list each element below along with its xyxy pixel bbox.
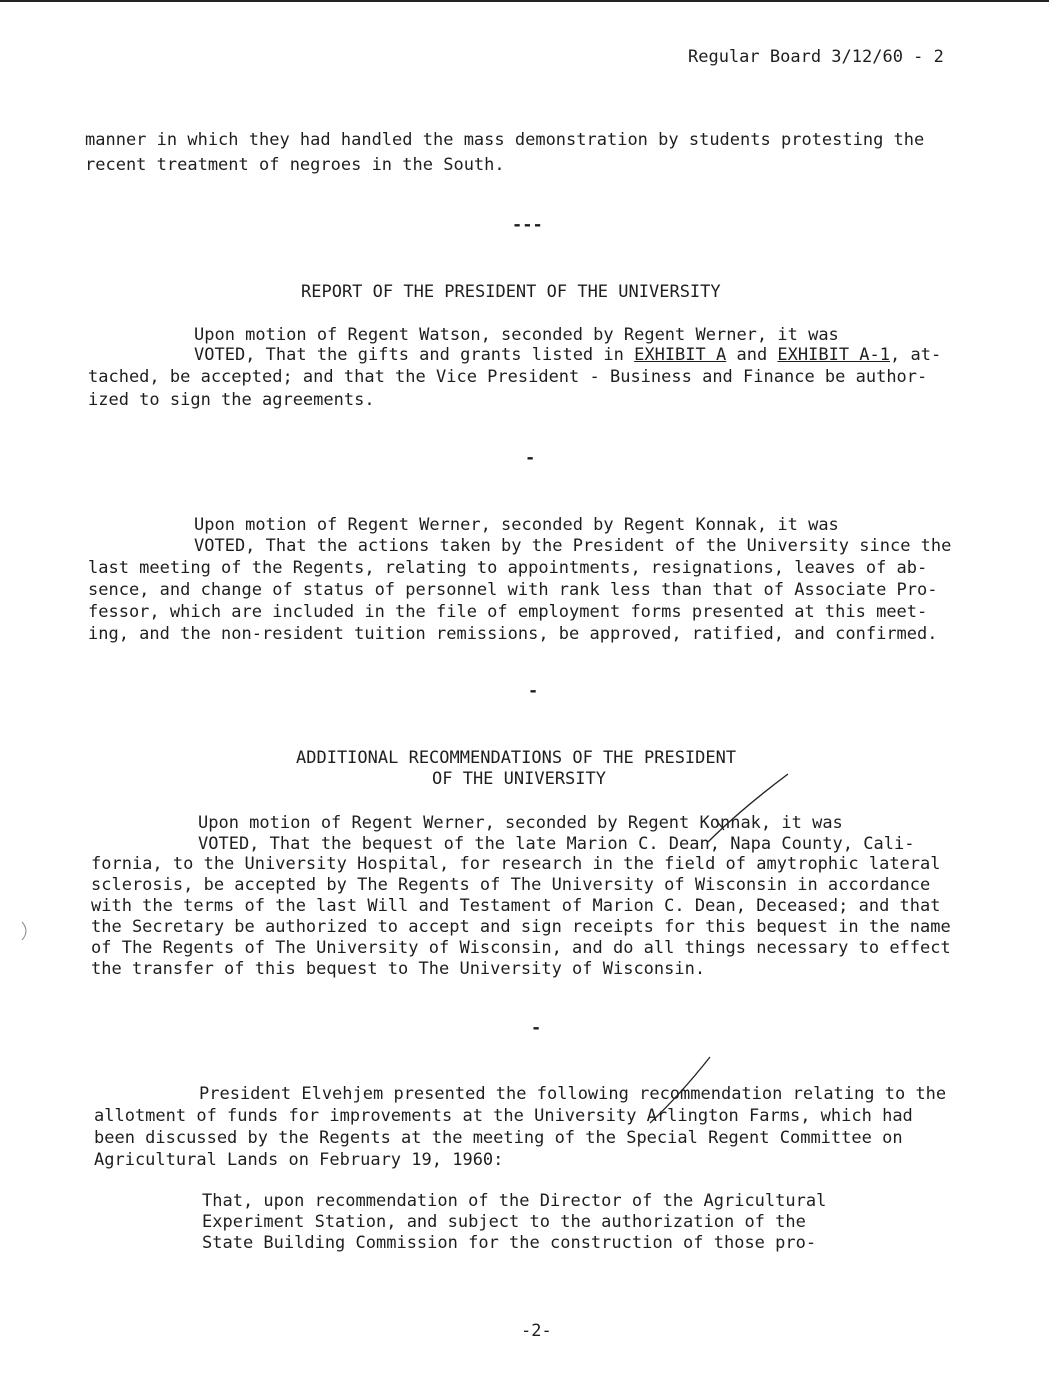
item-separator: - (525, 448, 536, 468)
section-title-report: REPORT OF THE PRESIDENT OF THE UNIVERSITY (301, 282, 721, 302)
motion2-line-3: fessor, which are included in the file of employment forms presented at this meet- (88, 602, 928, 622)
section-title-additional-line-2: OF THE UNIVERSITY (432, 769, 606, 789)
quote-line-3: State Building Commission for the construction of those pro- (202, 1233, 817, 1253)
section-title-additional-line-1: ADDITIONAL RECOMMENDATIONS OF THE PRESIDENT (296, 748, 737, 768)
exhibit-a-reference: EXHIBIT A (634, 345, 727, 365)
motion3-line-5: of The Regents of The University of Wisconsin, and do all things necessary to effect (91, 938, 951, 958)
section-separator: --- (512, 215, 543, 235)
handwritten-check-mark (700, 770, 800, 850)
motion1-voted: VOTED, That the gifts and grants listed in EXHIBIT A and EXHIBIT A-1, at- (194, 345, 942, 365)
recommendation-line-3: Agricultural Lands on February 19, 1960: (94, 1150, 504, 1170)
quote-line-2: Experiment Station, and subject to the authorization of the (202, 1212, 806, 1232)
motion2-voted: VOTED, That the actions taken by the President of the University since the (194, 536, 952, 556)
motion1-line-2: ized to sign the agreements. (88, 390, 375, 410)
handwritten-check-mark (640, 1055, 720, 1130)
motion3-line-6: the transfer of this bequest to The University of Wisconsin. (91, 959, 706, 979)
motion3-line-2: sclerosis, be accepted by The Regents of The University of Wisconsin in accordance (91, 875, 931, 895)
motion2-line-4: ing, and the non-resident tuition remissions, be approved, ratified, and confirmed. (88, 624, 938, 644)
motion1-line-1: tached, be accepted; and that the Vice President - Business and Finance be author- (88, 367, 928, 387)
quote-line-1: That, upon recommendation of the Director of the Agricultural (202, 1191, 827, 1211)
motion3-line-1: fornia, to the University Hospital, for research in the field of amytrophic lateral (91, 854, 941, 874)
running-head: Regular Board 3/12/60 - 2 (688, 47, 944, 67)
continuation-line-2: recent treatment of negroes in the South. (85, 155, 505, 175)
motion2-line-2: sence, and change of status of personnel with rank less than that of Associate Pro- (88, 580, 938, 600)
margin-mark (18, 920, 32, 942)
motion3-line-3: with the terms of the last Will and Testament of Marion C. Dean, Deceased; and that (91, 896, 941, 916)
item-separator: - (528, 681, 539, 701)
recommendation-line-1: allotment of funds for improvements at the University Arlington Farms, which had (94, 1106, 913, 1126)
motion3-line-4: the Secretary be authorized to accept and sign receipts for this bequest in the name (91, 917, 951, 937)
motion3-intro: Upon motion of Regent Werner, seconded by Regent Konnak, it was (198, 813, 843, 833)
page-number: -2- (521, 1321, 552, 1341)
continuation-line-1: manner in which they had handled the mass demonstration by students protesting the (85, 130, 925, 150)
item-separator: - (531, 1018, 542, 1038)
motion1-intro: Upon motion of Regent Watson, seconded by Regent Werner, it was (194, 325, 839, 345)
motion2-intro: Upon motion of Regent Werner, seconded by Regent Konnak, it was (194, 515, 839, 535)
motion2-line-1: last meeting of the Regents, relating to appointments, resignations, leaves of ab- (88, 558, 928, 578)
recommendation-line-2: been discussed by the Regents at the meeting of the Special Regent Committee on (94, 1128, 903, 1148)
recommendation-intro: President Elvehjem presented the following recommendation relating to the (199, 1084, 947, 1104)
top-edge-line (0, 0, 1049, 2)
motion3-voted: VOTED, That the bequest of the late Marion C. Dean, Napa County, Cali- (198, 834, 915, 854)
exhibit-a1-reference: EXHIBIT A-1 (777, 345, 891, 365)
